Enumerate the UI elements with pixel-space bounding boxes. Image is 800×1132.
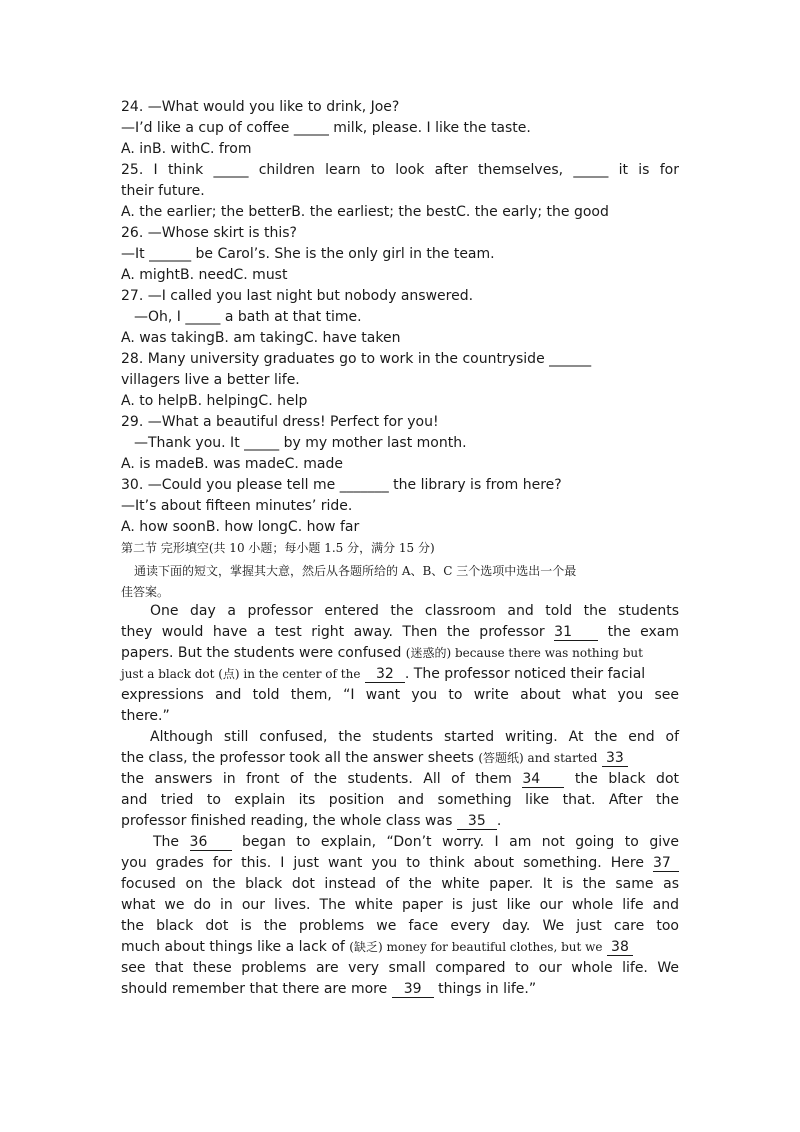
passage-p3-line bbox=[121, 979, 536, 1000]
blank-33: 33 bbox=[602, 751, 628, 767]
passage-p1-line bbox=[121, 643, 643, 664]
question-29-stem: 29. —What a beautiful dress! Perfect for you! bbox=[121, 414, 439, 430]
passage-p3-line bbox=[153, 832, 679, 853]
question-25-options: A. the earlier; the betterB. the earliest; the bestC. the early; the good bbox=[121, 204, 609, 220]
question-26-options: A. mightB. needC. must bbox=[121, 267, 288, 283]
passage-p3-line: focused on the black dot instead of the white paper. It is the same as bbox=[121, 876, 679, 892]
question-27-line2: —Oh, I _____ a bath at that time. bbox=[134, 309, 362, 325]
question-26-line2: —It ______ be Carol’s. She is the only girl in the team. bbox=[121, 246, 495, 262]
question-24-line2: —I’d like a cup of coffee _____ milk, please. I like the taste. bbox=[121, 120, 531, 136]
question-30-options: A. how soonB. how longC. how far bbox=[121, 519, 360, 535]
passage-text: the exam bbox=[607, 624, 680, 640]
passage-p1-line: there.” bbox=[121, 708, 170, 724]
question-25-line2: their future. bbox=[121, 183, 205, 199]
passage-text: the black dot bbox=[574, 771, 679, 787]
blank-35: 35 bbox=[457, 814, 497, 830]
question-28-stem: 28. Many university graduates go to work in the countryside ______ bbox=[121, 351, 592, 367]
blank-31: 31 bbox=[554, 625, 598, 641]
blank-38: 38 bbox=[607, 940, 633, 956]
blank-37: 37 bbox=[653, 856, 679, 872]
blank-32: 32 bbox=[365, 667, 405, 683]
question-27-stem: 27. —I called you last night but nobody answered. bbox=[121, 288, 474, 304]
question-28-line2: villagers live a better life. bbox=[121, 372, 300, 388]
question-24-stem: 24. —What would you like to drink, Joe? bbox=[121, 99, 400, 115]
section-title: 第二节 完形填空(共 10 小题；每小题 1.5 分，满分 15 分) bbox=[121, 541, 435, 555]
question-28-options: A. to helpB. helpingC. help bbox=[121, 393, 308, 409]
passage-p1-line bbox=[121, 664, 645, 685]
question-25-stem: 25. I think _____ children learn to look after themselves, _____ it is for bbox=[121, 162, 679, 178]
passage-text: professor finished reading, the whole class was bbox=[121, 813, 453, 829]
passage-p1-line: One day a professor entered the classroom and told the students bbox=[150, 603, 679, 619]
question-27-options: A. was takingB. am takingC. have taken bbox=[121, 330, 401, 346]
question-24-options: A. inB. withC. from bbox=[121, 141, 252, 157]
passage-p1-line: expressions and told them, “I want you to write about what you see bbox=[121, 687, 679, 703]
blank-34: 34 bbox=[522, 772, 564, 788]
passage-p2-line: and tried to explain its position and something like that. After the bbox=[121, 792, 679, 808]
passage-text: they would have a test right away. Then the professor bbox=[121, 624, 545, 640]
question-30-line2: —It’s about fifteen minutes’ ride. bbox=[121, 498, 353, 514]
passage-p1-line bbox=[121, 622, 679, 643]
passage-text: (答题纸) and started bbox=[478, 751, 598, 765]
passage-p2-line bbox=[121, 811, 501, 832]
passage-text: the class, the professor took all the answer sheets bbox=[121, 750, 474, 766]
question-26-stem: 26. —Whose skirt is this? bbox=[121, 225, 297, 241]
passage-text: much about things like a lack of bbox=[121, 939, 345, 955]
passage-text: . bbox=[496, 813, 502, 829]
blank-36: 36 bbox=[190, 835, 232, 851]
passage-text: . The professor noticed their facial bbox=[404, 666, 646, 682]
passage-p2-line bbox=[121, 769, 679, 790]
passage-text: just a black dot (点) in the center of the bbox=[121, 667, 361, 681]
question-29-options: A. is madeB. was madeC. made bbox=[121, 456, 343, 472]
passage-text: papers. But the students were confused bbox=[121, 645, 402, 661]
passage-p3-line: see that these problems are very small compared to our whole life. We bbox=[121, 960, 679, 976]
passage-text: (缺乏) money for beautiful clothes, but we bbox=[349, 940, 603, 954]
question-30-stem: 30. —Could you please tell me _______ the library is from here? bbox=[121, 477, 562, 493]
passage-text: (迷惑的) because there was nothing but bbox=[405, 646, 643, 660]
passage-p2-line bbox=[121, 748, 628, 769]
passage-p3-line: what we do in our lives. The white paper is just like our whole life and bbox=[121, 897, 679, 913]
passage-p3-line: the black dot is the problems we face every day. We just care too bbox=[121, 918, 679, 934]
question-29-line2: —Thank you. It _____ by my mother last month. bbox=[134, 435, 467, 451]
passage-p2-line: Although still confused, the students started writing. At the end of bbox=[150, 729, 679, 745]
passage-text: you grades for this. I just want you to think about something. Here bbox=[121, 855, 644, 871]
passage-p3-line bbox=[121, 937, 633, 958]
passage-p3-line bbox=[121, 853, 679, 874]
passage-text: things in life.” bbox=[438, 981, 537, 997]
section-instruction: 通读下面的短文，掌握其大意，然后从各题所给的 A、B、C 三个选项中选出一个最 bbox=[134, 564, 577, 578]
passage-text: the answers in front of the students. All of them bbox=[121, 771, 512, 787]
blank-39: 39 bbox=[392, 982, 434, 998]
section-instruction-cont: 佳答案。 bbox=[121, 585, 170, 599]
passage-text: The bbox=[153, 834, 180, 850]
passage-text: should remember that there are more bbox=[121, 981, 388, 997]
passage-text: began to explain, “Don’t worry. I am not going to give bbox=[242, 834, 679, 850]
